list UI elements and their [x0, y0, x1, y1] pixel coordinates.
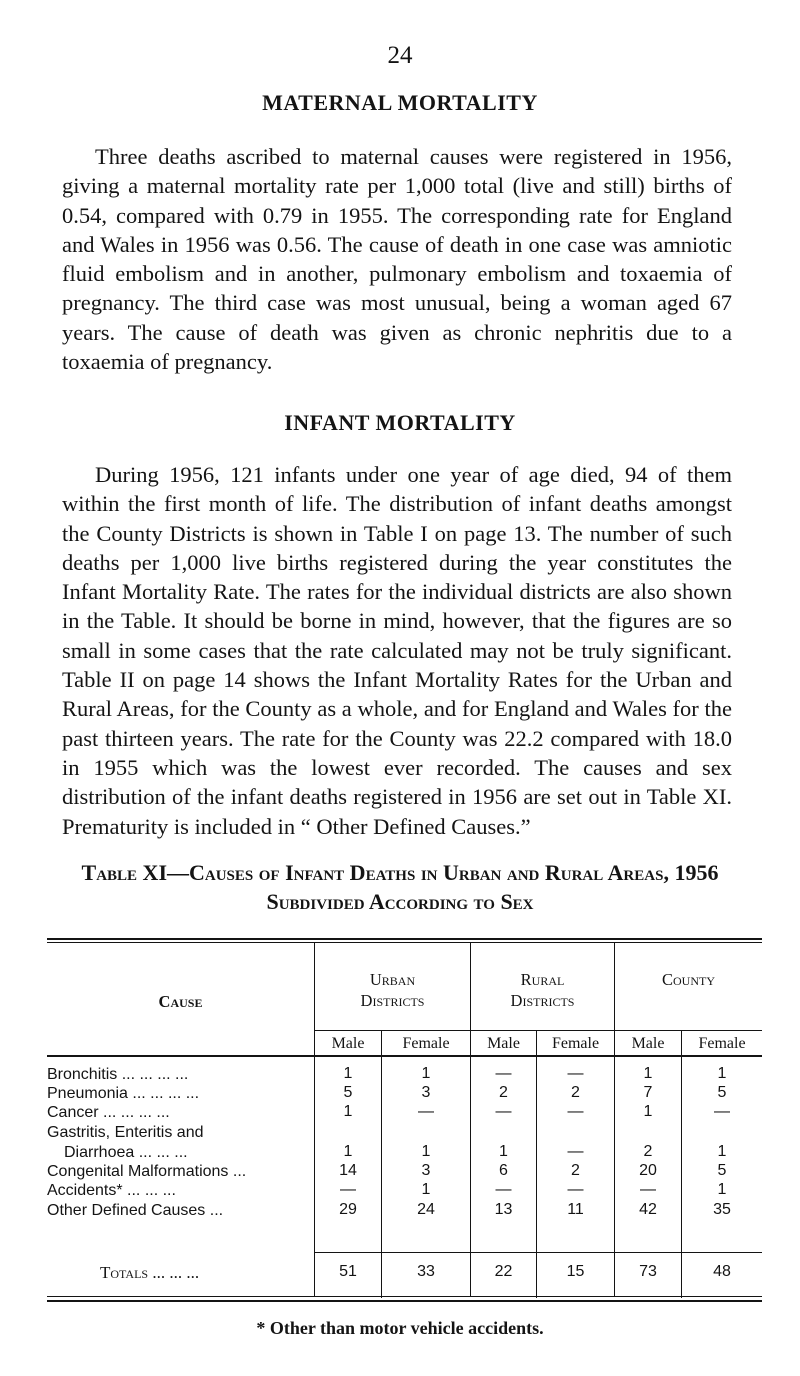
page-number: 24 — [387, 42, 413, 69]
total-cell: 51 — [339, 1263, 357, 1280]
cell: 29 — [339, 1201, 357, 1218]
row-cause: Bronchitis ... ... ... ... — [47, 1066, 189, 1083]
totals-label: Totals ... ... ... — [100, 1263, 200, 1282]
table-top-rule-inner — [47, 942, 762, 943]
cell: 1 — [717, 1143, 727, 1160]
cell: 1 — [499, 1143, 508, 1160]
total-cell: 22 — [494, 1263, 513, 1280]
row-cause: Accidents* ... ... ... — [47, 1182, 176, 1199]
row-cause: Pneumonia ... ... ... ... — [47, 1085, 200, 1102]
cell: 20 — [639, 1162, 657, 1179]
cell: 2 — [571, 1162, 580, 1179]
cell: 1 — [643, 1065, 653, 1082]
row-cause: Cancer ... ... ... ... — [47, 1104, 170, 1121]
subheader-county-female: Female — [698, 1035, 746, 1052]
row-cause: Other Defined Causes ... — [47, 1202, 224, 1219]
total-cell: 73 — [639, 1263, 657, 1280]
footnote: * Other than motor vehicle accidents. — [256, 1318, 544, 1338]
subheader-urban-female: Female — [402, 1035, 450, 1052]
cell: 1 — [343, 1143, 353, 1160]
cell: 24 — [417, 1201, 435, 1218]
table-title-line-1: Table XI—Causes of Infant Deaths in Urban and Rural Areas, 1956 — [81, 860, 719, 885]
cell: — — [567, 1143, 584, 1160]
cell: — — [495, 1065, 512, 1082]
subheader-urban-male: Male — [331, 1035, 365, 1052]
total-cell: 48 — [713, 1263, 731, 1280]
cell: 5 — [717, 1162, 727, 1179]
cell: 3 — [421, 1162, 431, 1179]
infant-mortality-heading: INFANT MORTALITY — [284, 410, 516, 435]
cell: 42 — [639, 1201, 657, 1218]
cell: 7 — [643, 1084, 653, 1101]
cell: 2 — [499, 1084, 508, 1101]
cell: — — [567, 1065, 584, 1082]
cell: 1 — [343, 1065, 353, 1082]
cell: 1 — [421, 1065, 431, 1082]
cell: 1 — [717, 1065, 727, 1082]
cell: 1 — [421, 1143, 431, 1160]
table-bottom-rule-outer — [47, 1300, 762, 1302]
cell: — — [495, 1181, 512, 1198]
cell: 13 — [494, 1201, 513, 1218]
total-cell: 33 — [417, 1263, 435, 1280]
cell: 11 — [567, 1201, 584, 1218]
cell: 1 — [343, 1103, 353, 1120]
header-rural-line1: Rural — [520, 970, 565, 989]
cell: 5 — [343, 1084, 353, 1101]
cell: 2 — [571, 1084, 580, 1101]
table-title-line-2: Subdivided According to Sex — [266, 889, 534, 914]
subheader-rural-female: Female — [551, 1035, 600, 1052]
total-cell: 15 — [566, 1263, 585, 1280]
cell: 1 — [717, 1181, 727, 1198]
cell: — — [640, 1181, 656, 1198]
cell: 14 — [339, 1162, 357, 1179]
header-urban-line1: Urban — [369, 970, 416, 989]
cell: 1 — [421, 1181, 431, 1198]
cell: — — [418, 1103, 434, 1120]
table-top-rule — [47, 938, 762, 940]
cell: — — [567, 1103, 584, 1120]
subheader-rural-male: Male — [487, 1035, 520, 1052]
header-county: County — [662, 970, 715, 989]
row-cause: Congenital Malformations ... — [47, 1163, 247, 1180]
subheader-rule — [314, 1030, 762, 1031]
totals-rule — [314, 1252, 762, 1253]
table-bottom-rule — [47, 1296, 762, 1297]
cell: — — [340, 1181, 356, 1198]
header-cause: Cause — [158, 992, 203, 1011]
cell: 1 — [643, 1103, 653, 1120]
cell: 3 — [421, 1084, 431, 1101]
header-urban-line2: Districts — [360, 991, 425, 1010]
cell: — — [495, 1103, 512, 1120]
cell: 6 — [499, 1162, 508, 1179]
cell: 5 — [717, 1084, 727, 1101]
row-cause: Gastritis, Enteritis and — [47, 1124, 204, 1141]
cell: 35 — [713, 1201, 731, 1218]
maternal-mortality-paragraph: Three deaths ascribed to maternal causes were registered in 1956, giving a maternal mortality rate per 1,000 total (live and still) births of 0.54, compared with 0.79 in 1955. The corresponding rate for England and Wales in 1956 was 0.56. The cause of death in one case was amniotic fluid embolism and in another, pulmonary embolism and toxaemia of pregnancy. The third case was most unusual, being a woman aged 67 years. The cause of death was given as chronic nephritis due to a toxaemia of pregnancy. — [62, 144, 732, 375]
header-bottom-rule — [47, 1055, 762, 1057]
row-cause-continued: Diarrhoea ... ... ... — [64, 1144, 188, 1161]
subheader-county-male: Male — [631, 1035, 665, 1052]
cell: — — [714, 1103, 730, 1120]
header-rural-line2: Districts — [510, 991, 575, 1010]
cell: — — [567, 1181, 584, 1198]
cell: 2 — [643, 1143, 653, 1160]
maternal-mortality-heading: MATERNAL MORTALITY — [262, 90, 538, 115]
infant-mortality-paragraph: During 1956, 121 infants under one year of age died, 94 of them within the first month of life. The distribution of infant deaths amongst the County Districts is shown in Table I on page 13. The number of such deaths per 1,000 live births registered during the year constitutes the Infant Mortality Rate. The rates for the individual districts are also shown in the Table. It should be borne in mind, however, that the figures are so small in some cases that the rate calculated may not be truly significant. Table II on page 14 shows the Infant Mortality Rates for the Urban and Rural Areas, for the County as a whole, and for England and Wales for the past thirteen years. The rate for the County was 22.2 compared with 18.0 in 1955 which was the lowest ever recorded. The causes and sex distribution of the infant deaths registered in 1956 are set out in Table XI. Prematurity is included in “ Other Defined Causes.” — [62, 462, 732, 839]
